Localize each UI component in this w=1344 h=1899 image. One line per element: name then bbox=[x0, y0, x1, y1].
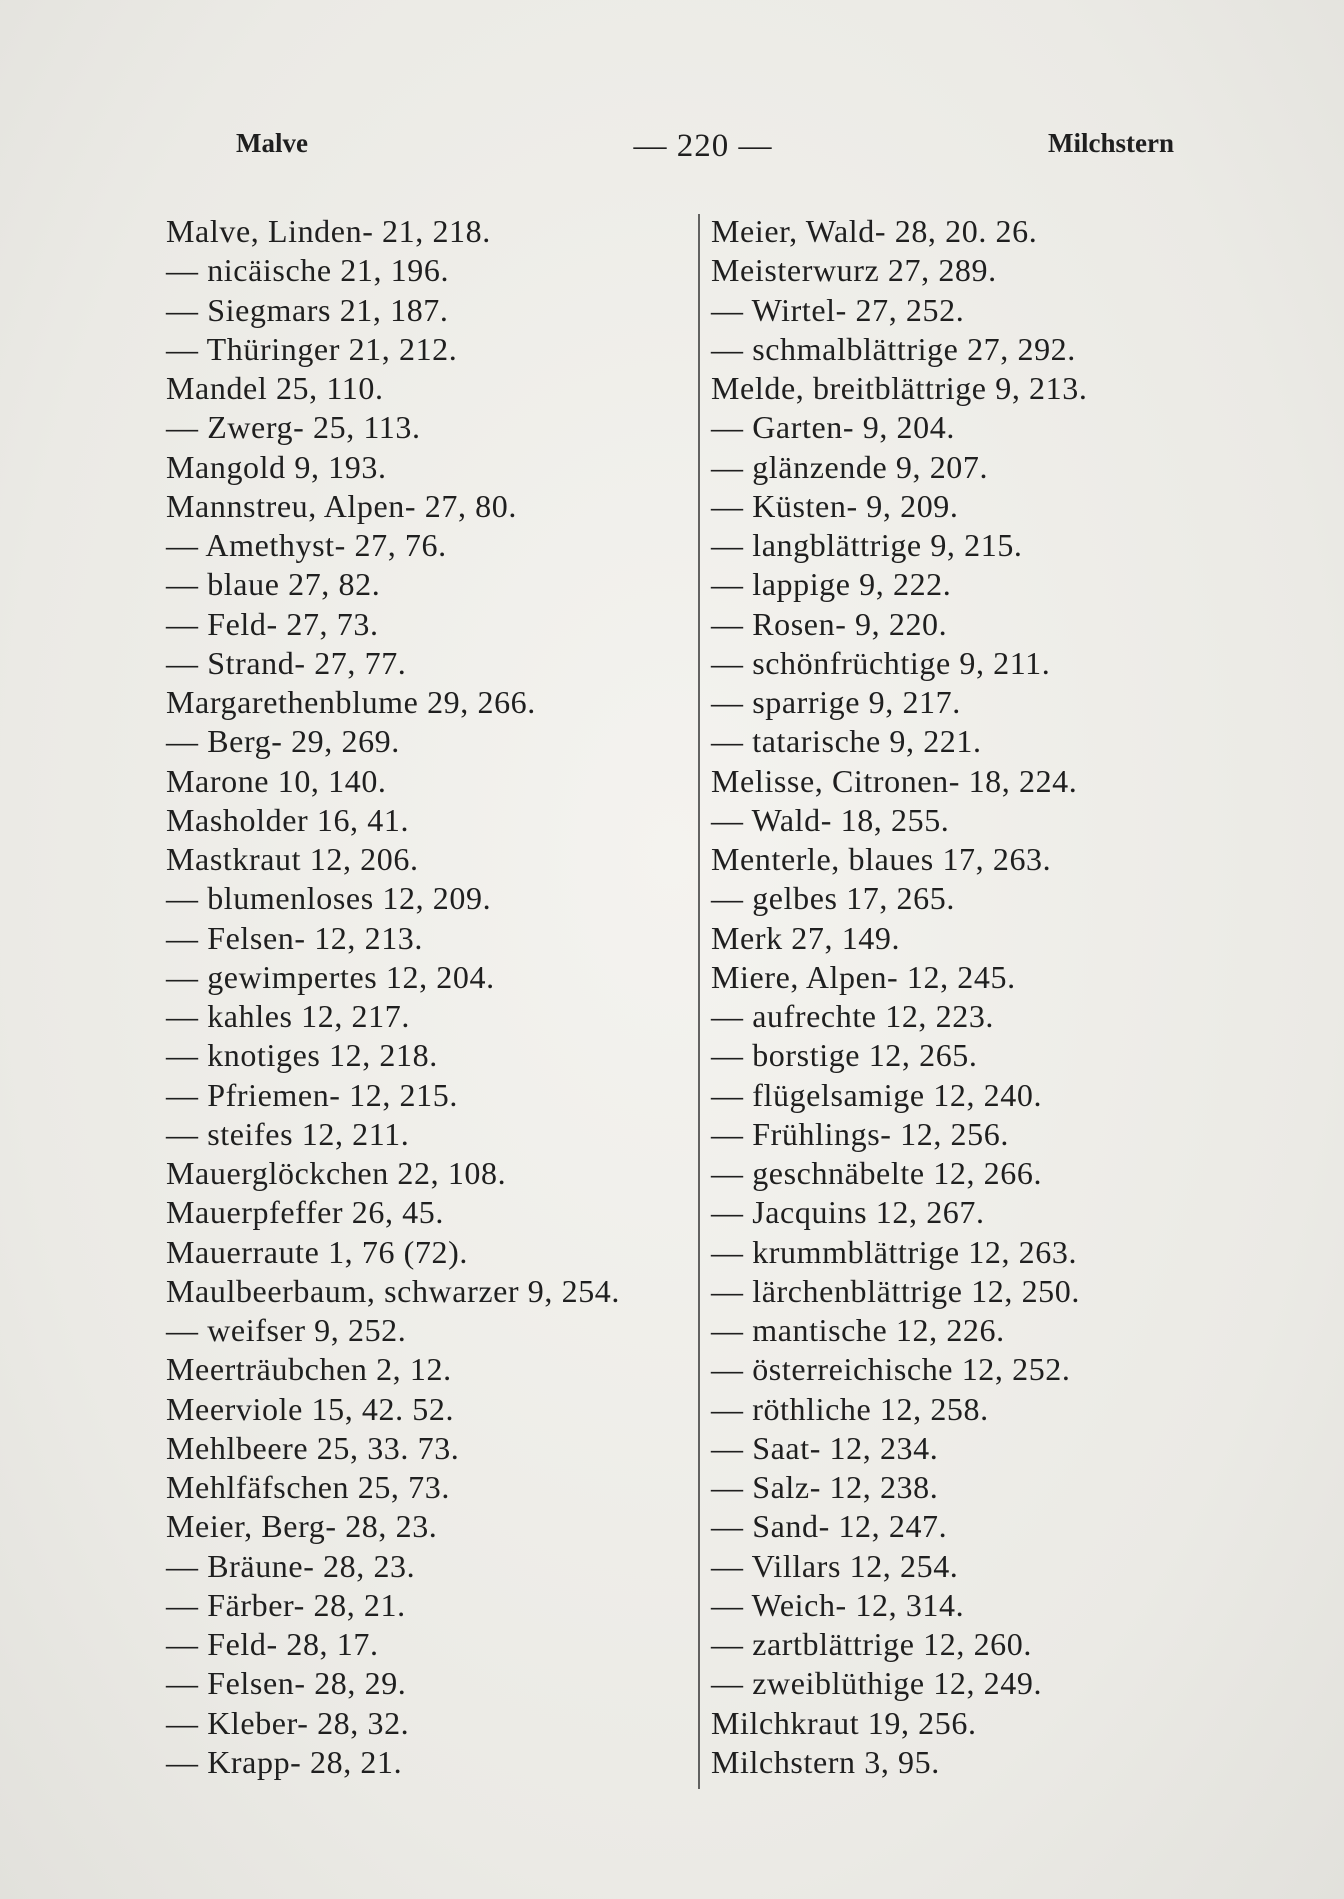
index-entry: Melisse, Citronen- 18, 224. bbox=[711, 762, 1078, 799]
index-entry: Milchstern 3, 95. bbox=[711, 1743, 940, 1780]
index-entry: Maulbeerbaum, schwarzer 9, 254. bbox=[166, 1272, 620, 1309]
index-entry: — flügelsamige 12, 240. bbox=[711, 1076, 1043, 1113]
index-entry: Mandel 25, 110. bbox=[166, 370, 384, 406]
index-entry: — Berg- 29, 269. bbox=[166, 723, 400, 760]
index-entry: — Wirtel- 27, 252. bbox=[711, 291, 965, 328]
index-entry: Masholder 16, 41. bbox=[166, 801, 410, 838]
index-column-left bbox=[166, 212, 686, 1782]
index-entry: — Siegmars 21, 187. bbox=[166, 291, 449, 328]
index-entry: — Krapp- 28, 21. bbox=[166, 1743, 403, 1780]
page-number: — 220 — bbox=[633, 128, 773, 164]
index-entry: Milchkraut 19, 256. bbox=[711, 1704, 977, 1741]
index-entry: — Kleber- 28, 32. bbox=[166, 1704, 410, 1741]
index-entry: Mauerraute 1, 76 (72). bbox=[166, 1233, 468, 1270]
index-column-right bbox=[711, 212, 1231, 1782]
index-entry: — aufrechte 12, 223. bbox=[711, 998, 995, 1034]
index-entry: — schönfrüchtige 9, 211. bbox=[711, 644, 1051, 681]
index-entry: Menterle, blaues 17, 263. bbox=[711, 841, 1052, 877]
index-entry: — zweiblüthige 12, 249. bbox=[711, 1665, 1043, 1702]
index-entry: — Villars 12, 254. bbox=[711, 1547, 959, 1584]
index-entry: — knotiges 12, 218. bbox=[166, 1037, 438, 1074]
index-entry: — Felsen- 28, 29. bbox=[166, 1665, 407, 1702]
index-entry: Mauerpfeffer 26, 45. bbox=[166, 1194, 444, 1231]
index-entry: — Feld- 27, 73. bbox=[166, 605, 379, 642]
index-entry: — Küsten- 9, 209. bbox=[711, 487, 959, 524]
index-entry: — blumenloses 12, 209. bbox=[166, 880, 492, 917]
index-entry: — Salz- 12, 238. bbox=[711, 1469, 939, 1505]
index-entry: Mehlbeere 25, 33. 73. bbox=[166, 1429, 460, 1466]
index-entry: Meier, Berg- 28, 23. bbox=[166, 1508, 438, 1545]
index-entry: Mehlfäfschen 25, 73. bbox=[166, 1469, 450, 1505]
index-entry: — steifes 12, 211. bbox=[166, 1115, 410, 1152]
index-entry: — Garten- 9, 204. bbox=[711, 409, 955, 446]
index-entry: — blaue 27, 82. bbox=[166, 566, 381, 603]
column-divider bbox=[698, 214, 700, 1789]
index-entry: — Strand- 27, 77. bbox=[166, 644, 407, 681]
index-entry: — röthliche 12, 258. bbox=[711, 1390, 989, 1427]
index-entry: Meerviole 15, 42. 52. bbox=[166, 1390, 455, 1427]
index-entry: — Pfriemen- 12, 215. bbox=[166, 1076, 458, 1113]
index-entry: Mastkraut 12, 206. bbox=[166, 841, 419, 877]
index-entry: — Weich- 12, 314. bbox=[711, 1586, 965, 1623]
index-entry: — sparrige 9, 217. bbox=[711, 684, 961, 720]
index-entry: — gewimpertes 12, 204. bbox=[166, 958, 495, 995]
index-entry: — Thüringer 21, 212. bbox=[166, 330, 458, 367]
index-entry: Marone 10, 140. bbox=[166, 762, 387, 799]
index-entry: — nicäische 21, 196. bbox=[166, 252, 450, 289]
index-entry: — Felsen- 12, 213. bbox=[166, 919, 424, 956]
index-entry: Merk 27, 149. bbox=[711, 919, 901, 956]
index-entry: — Jacquins 12, 267. bbox=[711, 1194, 985, 1231]
index-entry: — lappige 9, 222. bbox=[711, 566, 952, 603]
index-entry: — Färber- 28, 21. bbox=[166, 1586, 406, 1623]
index-entry: — krummblättrige 12, 263. bbox=[711, 1233, 1078, 1270]
index-entry: — Saat- 12, 234. bbox=[711, 1429, 939, 1466]
index-entry: Meerträubchen 2, 12. bbox=[166, 1351, 452, 1388]
index-entry: — zartblättrige 12, 260. bbox=[711, 1626, 1032, 1662]
index-entry: — borstige 12, 265. bbox=[711, 1037, 978, 1074]
index-entry: — Frühlings- 12, 256. bbox=[711, 1115, 1009, 1152]
index-entry: — geschnäbelte 12, 266. bbox=[711, 1155, 1043, 1191]
index-entry: — tatarische 9, 221. bbox=[711, 723, 982, 760]
index-entry: — Bräune- 28, 23. bbox=[166, 1547, 416, 1584]
index-entry: — Feld- 28, 17. bbox=[166, 1626, 379, 1662]
index-entry: Mangold 9, 193. bbox=[166, 448, 387, 485]
index-entry: — langblättrige 9, 215. bbox=[711, 527, 1023, 563]
index-entry: — weifser 9, 252. bbox=[166, 1312, 407, 1348]
index-entry: — Zwerg- 25, 113. bbox=[166, 409, 421, 446]
index-entry: — mantische 12, 226. bbox=[711, 1312, 1005, 1348]
index-entry: Margarethenblume 29, 266. bbox=[166, 684, 536, 720]
index-entry: Malve, Linden- 21, 218. bbox=[166, 213, 491, 249]
index-entry: — kahles 12, 217. bbox=[166, 998, 410, 1034]
running-header-right: Milchstern bbox=[1048, 128, 1174, 158]
index-entry: — Sand- 12, 247. bbox=[711, 1508, 948, 1545]
running-header-left: Malve bbox=[236, 128, 308, 158]
index-entry: — schmalblättrige 27, 292. bbox=[711, 330, 1076, 367]
index-entry: Melde, breitblättrige 9, 213. bbox=[711, 370, 1088, 406]
index-entry: Mauerglöckchen 22, 108. bbox=[166, 1155, 507, 1191]
index-entry: — österreichische 12, 252. bbox=[711, 1351, 1071, 1388]
index-entry: Meisterwurz 27, 289. bbox=[711, 252, 997, 289]
index-entry: Miere, Alpen- 12, 245. bbox=[711, 958, 1016, 995]
index-entry: — Amethyst- 27, 76. bbox=[166, 527, 447, 563]
index-entry: — Rosen- 9, 220. bbox=[711, 605, 948, 642]
index-entry: — glänzende 9, 207. bbox=[711, 448, 989, 485]
index-entry: — lärchenblättrige 12, 250. bbox=[711, 1272, 1080, 1309]
index-entry: — Wald- 18, 255. bbox=[711, 801, 950, 838]
index-entry: Mannstreu, Alpen- 27, 80. bbox=[166, 487, 517, 524]
index-entry: Meier, Wald- 28, 20. 26. bbox=[711, 213, 1038, 249]
index-entry: — gelbes 17, 265. bbox=[711, 880, 955, 917]
